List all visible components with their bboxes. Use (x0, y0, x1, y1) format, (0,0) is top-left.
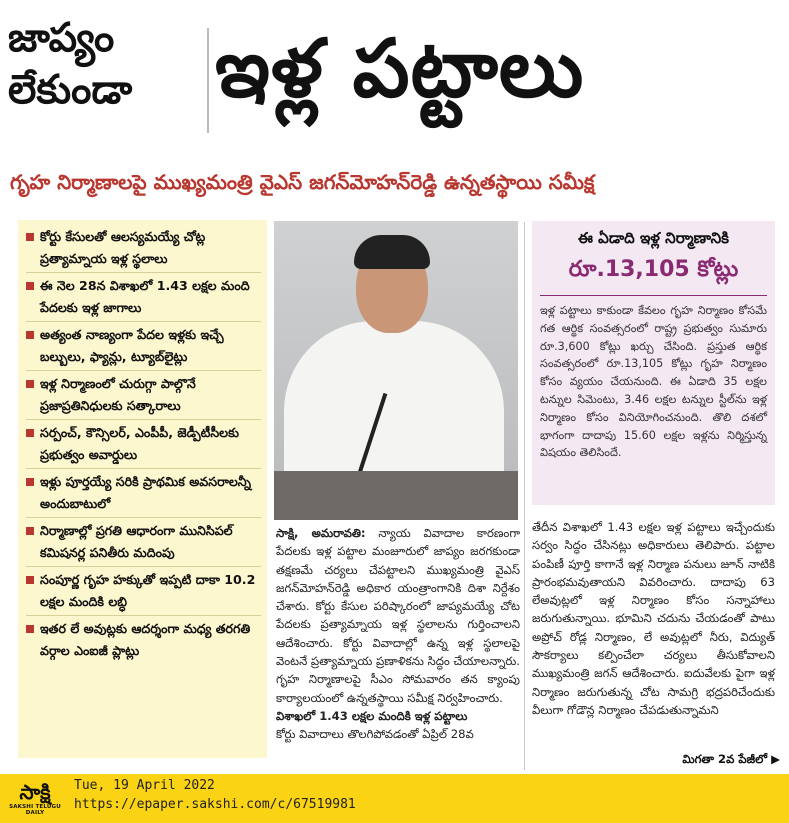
highlight-item: అత్యంత నాణ్యంగా పేదల ఇళ్లకు ఇచ్చే బల్బులు, ఫ్యాన్లు, ట్యూబ్‌లైట్లు (26, 324, 261, 371)
epaper-url[interactable]: https://epaper.sakshi.com/c/67519981 (74, 797, 356, 812)
budget-info-box (532, 221, 775, 505)
article-column-b: తేదీన విశాఖలో 1.43 లక్షల ఇళ్ల పట్టాలు ఇచ్చేందుకు సర్వం సిద్ధం చేసినట్లు అధికారులు తెలిపారు. పట్టాల పంపిణీ పూర్తి కాగానే ఇళ్ల నిర్మాణ పనులు జూన్ నాటికి ప్రారంభమవుతాయని వివరించారు. దాదాపు 63 లేఅవుట్లలో ఇళ్ల నిర్మాణం కోసం సన్నాహాలు జరుగుతున్నాయి. భూమిని చదును చేయడంతో పాటు అప్రోచ్ రోడ్ల నిర్మాణం, లే అవుట్లలో నీరు, విద్యుత్ సౌకర్యాలు కల్పించేలా చర్యలు తీసుకోవాలని ముఖ్యమంత్రి జగన్ ఆదేశించారు. ఐదువేలకు పైగా ఇళ్ల నిర్మాణం జరుగుతున్న చోట సామగ్రి భద్రపరిచేందుకు వీలుగా గోడౌన్ల నిర్మాణం చేపడుతున్నామని (532, 520, 775, 717)
photo-desk (274, 471, 518, 520)
logo-mark: సాక్షి (19, 780, 51, 804)
continued-link[interactable]: మిగతా 2వ పేజీలో ▶ (682, 752, 780, 766)
info-box-title: ఈ ఏడాది ఇళ్ల నిర్మాణానికి (578, 229, 729, 247)
logo-tagline: SAKSHI TELUGU DAILY (9, 804, 61, 816)
highlight-item: ఇతర లే అవుట్లకు ఆదర్శంగా మధ్య తరగతి వర్గాల ఎంఐజీ ప్లాట్లు (26, 618, 261, 664)
sakshi-logo[interactable] (4, 780, 66, 820)
highlight-item: ఇళ్లు పూర్తయ్యే సరికి ప్రాథమిక అవసరాలన్నీ అందుబాటులో (26, 471, 261, 518)
article-body-continued: కోర్టు వివాదాలు తొలగిపోవడంతో ఏప్రిల్ 28వ (276, 727, 474, 742)
article-body: న్యాయ వివాదాల కారణంగా పేదలకు ఇళ్ల పట్టాల మంజూరులో జాప్యం జరగకుండా తక్షణమే చర్యలు చేపట్టాలని ముఖ్యమంత్రి వైఎస్ జగన్‌మోహన్‌రెడ్డి అధికార యంత్రాంగానికి దిశా నిర్దేశం చేశారు. కోర్టు కేసుల పరిష్కారంలో జాప్యమయ్యే చోట పేదలకు ప్రత్యామ్నాయ ఇళ్ల స్థలాలను గుర్తించాలని ఆదేశించారు. కోర్టు వివాదాల్లో ఉన్న ఇళ్ల స్థలాలపై వెంటనే ప్రత్యామ్నాయ ప్రణాళికను సిద్ధం చేయాలన్నారు. గృహ నిర్మాణాలపై సీఎం సోమవారం తన క్యాంపు కార్యాలయంలో ఉన్నతస్థాయి సమీక్ష నిర్వహించారు. (276, 526, 520, 705)
headline-kicker: జాప్యం లేకుండా (8, 15, 133, 113)
photo-hair (354, 235, 430, 269)
dateline: సాక్షి, అమరావతి: (276, 526, 366, 540)
headline-title: ఇళ్ల పట్టాలు (215, 22, 585, 115)
highlight-item: ఈ నెల 28న విశాఖలో 1.43 లక్షల మంది పేదలకు ఇళ్ల జాగాలు (26, 275, 261, 322)
info-box-rule (540, 295, 767, 296)
info-box-amount: రూ.13,105 కోట్లు (568, 257, 739, 282)
highlight-item: కోర్టు కేసులతో ఆలస్యమయ్యే చోట్ల ప్రత్యామ్నాయ ఇళ్ల స్థలాలు (26, 226, 261, 273)
sub-headline: గృహ నిర్మాణాలపై ముఖ్యమంత్రి వైఎస్ జగన్‌మోహన్‌రెడ్డి ఉన్నతస్థాయి సమీక్ష (10, 170, 595, 194)
info-box-text: ఇళ్ల పట్టాలు కాకుండా కేవలం గృహ నిర్మాణం కోసమే గత ఆర్థిక సంవత్సరంలో రాష్ట్ర ప్రభుత్వం సుమారు రూ.3,600 కోట్లు ఖర్చు చేసింది. ప్రస్తుత ఆర్థిక సంవత్సరంలో రూ.13,105 కోట్లు గృహ నిర్మాణం కోసం వ్యయం చేయనుంది. ఈ ఏడాది 35 లక్షల టన్నుల సిమెంటు, 3.46 లక్షల టన్నుల స్టీల్‌ను ఇళ్ల నిర్మాణం కోసం వినియోగించనుంది. తొలి దశలో భాగంగా దాదాపు 15.60 లక్షల ఇళ్లను నిర్మిస్తున్న విషయం తెలిసిందే. (540, 304, 767, 460)
highlights-box (18, 220, 267, 758)
column-divider (524, 222, 525, 770)
highlight-item: సంపూర్ణ గృహ హక్కుతో ఇప్పటి దాకా 10.2 లక్షల మందికి లబ్ధి (26, 569, 261, 616)
cm-photo (274, 221, 518, 520)
highlight-item: నిర్మాణాల్లో ప్రగతి ఆధారంగా మునిసిపల్ కమిషనర్ల పనితీరు మదింపు (26, 520, 261, 567)
edition-date: Tue, 19 April 2022 (74, 778, 215, 793)
article-column-a (276, 524, 520, 744)
highlight-item: ఇళ్ల నిర్మాణంలో చురుగ్గా పాల్గొనే ప్రజాప్రతినిధులకు సత్కారాలు (26, 373, 261, 420)
headline-divider (207, 28, 209, 133)
highlight-item: సర్పంచ్, కౌన్సిలర్, ఎంపీపీ, జెడ్పీటీసీలకు ప్రభుత్వం అవార్డులు (26, 422, 261, 469)
article-subheading: విశాఖలో 1.43 లక్షల మందికి ఇళ్ల పట్టాలు (276, 708, 468, 723)
